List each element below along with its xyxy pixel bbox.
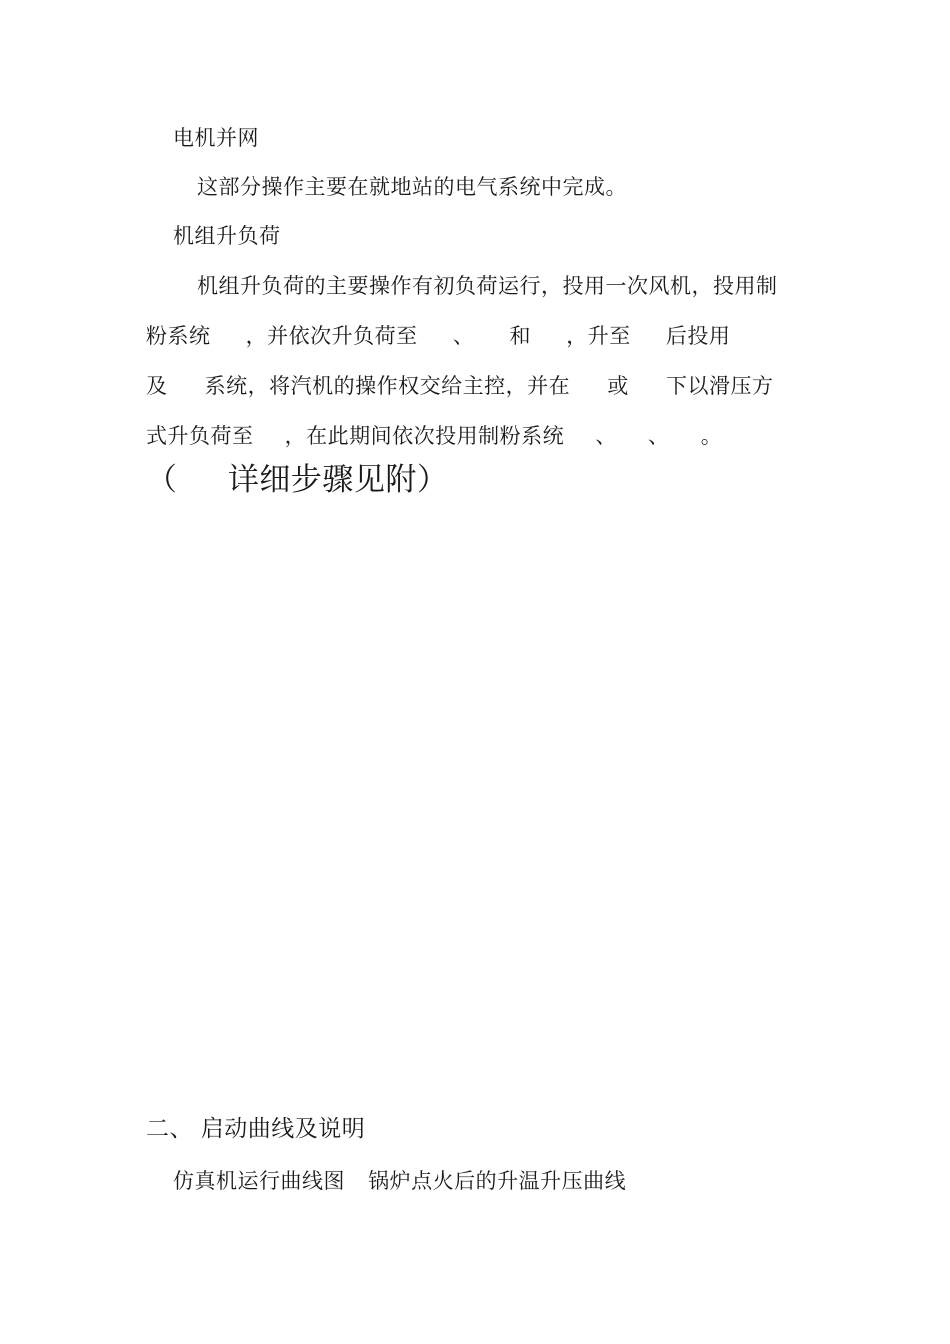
grid-connection-text: 这部分操作主要在就地站的电气系统中完成。: [197, 175, 627, 199]
detail-steps-note: （ 详细步骤见附）: [146, 462, 449, 498]
load-paragraph-line-3: 及 系统，将汽机的操作权交给主控，并在 或 下以滑压方: [146, 374, 774, 398]
heading-grid-connection: 电机并网: [173, 126, 259, 150]
load-paragraph-line-2: 粉系统 ，并依次升负荷至 、 和 ，升至 后投用: [146, 324, 731, 348]
load-paragraph-line-4: 式升负荷至 ，在此期间依次投用制粉系统 、 、 。: [146, 424, 723, 448]
load-paragraph-line-1: 机组升负荷的主要操作有初负荷运行，投用一次风机，投用制: [197, 274, 778, 298]
figure-caption: 仿真机运行曲线图 锅炉点火后的升温升压曲线: [173, 1169, 627, 1193]
section-title-startup-curve: 二、 启动曲线及说明: [146, 1116, 366, 1142]
heading-load-increase: 机组升负荷: [173, 224, 281, 248]
